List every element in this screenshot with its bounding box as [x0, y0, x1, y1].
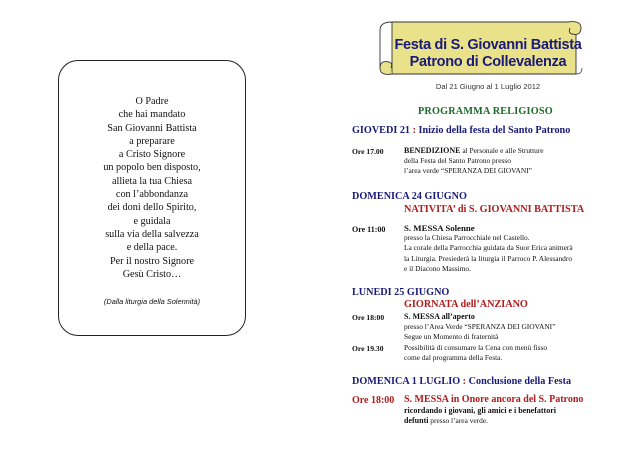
prayer-box	[58, 60, 246, 336]
day4-event: S. MESSA in Onore ancora del S. Patrono	[404, 394, 584, 405]
day1-title: Inizio della festa del Santo Patrono	[418, 125, 571, 136]
prayer-line: Per il nostro Signore	[109, 255, 195, 267]
prayer-line: e della pace.	[126, 242, 178, 254]
day2-event: S. MESSA Solenne	[404, 223, 475, 233]
festival-title-line1: Festa di S. Giovanni Battista	[394, 37, 582, 53]
prayer-line: e guidala	[133, 215, 171, 227]
day2-heading: DOMENICA 24 GIUGNO	[352, 191, 467, 202]
day4-title: Conclusione della Festa	[468, 376, 572, 387]
festival-title-line2: Patrono di Collevalenza	[409, 54, 567, 70]
day2-description	[404, 223, 573, 274]
day4-description	[404, 394, 583, 426]
day2-line4: la Liturgia. Presiederà la liturgia il Parroco P. Alessandro	[404, 253, 573, 263]
prayer-line: O Padre	[135, 96, 169, 107]
day1-line2: della Festa del Santo Patrono presso	[404, 156, 511, 166]
day3-time1: Ore 18:00	[352, 313, 385, 322]
prayer-line: sulla via della salvezza	[105, 228, 199, 240]
day1-time: Ore 17.00	[352, 147, 384, 156]
prayer-source: (Dalla liturgia della Solennità)	[103, 297, 201, 306]
day3-line2: presso l’Area Verde “SPERANZA DEI GIOVANI”	[404, 322, 556, 332]
prayer-line: a Cristo Signore	[118, 149, 186, 161]
day2-line5: e il Diacono Massimo.	[404, 263, 471, 273]
day2-line2: presso la Chiesa Parrocchiale nel Castello.	[404, 233, 530, 243]
prayer-text	[59, 95, 245, 281]
day1-label: GIOVEDI 21	[352, 125, 411, 136]
day4-line2: ricordando i giovani, gli amici e i benefattori	[404, 406, 556, 415]
day4-label: DOMENICA 1 LUGLIO	[352, 376, 461, 387]
prayer-line: a preparare	[129, 135, 175, 147]
day4-line3: presso l’area verde.	[428, 416, 488, 426]
day4-time: Ore 18:00	[352, 395, 395, 406]
program-heading: PROGRAMMA RELIGIOSO	[418, 106, 553, 117]
day1-description	[404, 146, 544, 177]
day3-heading: LUNEDI 25 GIUGNO	[352, 287, 450, 298]
prayer-line: che hai mandato	[118, 109, 186, 121]
day2-subtitle: NATIVITA’ di S. GIOVANNI BATTISTA	[404, 204, 585, 215]
day3-subtitle: GIORNATA dell’ANZIANO	[404, 299, 528, 310]
prayer-line: un popolo ben disposto,	[103, 162, 201, 174]
day1-line1: al Personale e alle Strutture	[460, 146, 544, 155]
prayer-line: allieta la tua Chiesa	[111, 175, 193, 187]
prayer-line: San Giovanni Battista	[107, 122, 197, 134]
day2-time: Ore 11:00	[352, 225, 386, 234]
day3-line4: Possibilità di consumare la Cena con menù fisso	[404, 343, 548, 352]
day4-heading	[352, 376, 571, 387]
day3-time2: Ore 19.30	[352, 344, 384, 353]
day2-line3: La corale della Parrocchia guidata da Suor Erica animerà	[404, 243, 573, 253]
day1-heading	[352, 125, 570, 136]
day3-description-1	[404, 312, 555, 343]
day1-separator: :	[410, 125, 419, 136]
day3-description-2	[404, 343, 547, 363]
prayer-line: con l’abbondanza	[115, 189, 189, 201]
day4-separator: :	[460, 376, 469, 387]
prayer-line: Gesù Cristo…	[122, 268, 182, 280]
prayer-line: dei doni dello Spirito,	[107, 202, 197, 214]
festival-dates: Dal 21 Giugno al 1 Luglio 2012	[435, 82, 541, 91]
festival-title	[392, 37, 584, 71]
day4-line3-bold: defunti	[404, 416, 429, 426]
day1-line3: l’area verde “SPERANZA DEI GIOVANI”	[404, 166, 532, 176]
day3-event: S. MESSA all’aperto	[404, 312, 475, 321]
day1-event: BENEDIZIONE	[404, 146, 461, 155]
day3-line3: Segue un Momento di fraternità	[404, 332, 499, 342]
day3-line5: come dal programma della Festa.	[404, 353, 503, 363]
